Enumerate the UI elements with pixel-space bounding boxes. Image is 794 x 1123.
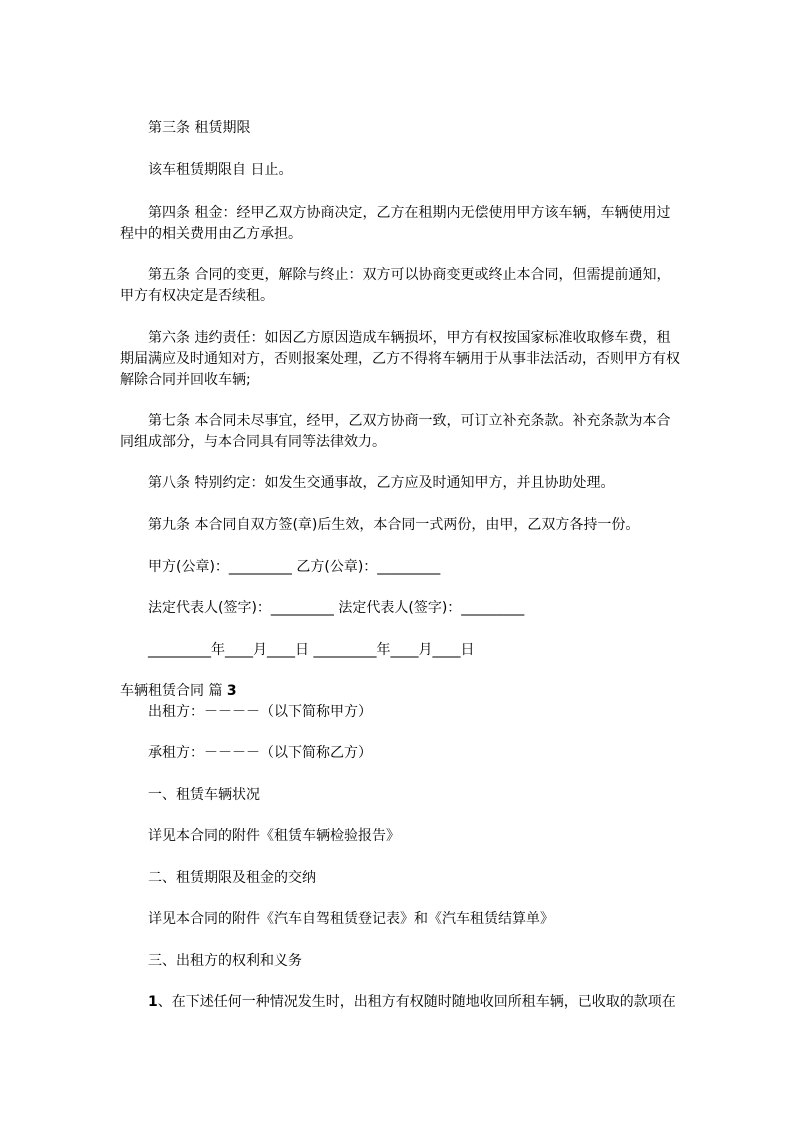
section-title — [120, 681, 237, 702]
section-title-text: 车辆租赁合同 篇 — [120, 683, 223, 699]
article-7-line-2: 同组成部分，与本合同具有同等法律效力。 — [120, 434, 386, 450]
lessor-line: 出租方：－－－－（以下简称甲方） — [148, 704, 372, 720]
item-1-text: 、在下述任何一种情况发生时，出租方有权随时随地收回所租车辆，已收取的款项在 — [157, 994, 676, 1010]
signature-seal-line: 甲方(公章)：_________ 乙方(公章)：_________ — [148, 559, 441, 575]
article-5-line-2: 甲方有权决定是否续租。 — [120, 288, 274, 304]
article-7-line-1: 第七条 本合同未尽事宜，经甲，乙双方协商一致，可订立补充条款。补充条款为本合 — [148, 413, 671, 429]
heading-1-text: 详见本合同的附件《租赁车辆检验报告》 — [148, 828, 400, 844]
article-5-line-1: 第五条 合同的变更，解除与终止：双方可以协商变更或终止本合同，但需提前通知， — [148, 267, 671, 283]
signature-representative-line: 法定代表人(签字)：_________ 法定代表人(签字)：_________ — [148, 600, 525, 616]
article-6-line-2: 期届满应及时通知对方，否则报案处理，乙方不得将车辆用于从事非法活动，否则甲方有权 — [120, 351, 680, 367]
article-6-line-1: 第六条 违约责任：如因乙方原因造成车辆损坏，甲方有权按国家标准收取修车费，租 — [148, 330, 671, 346]
lessee-line: 承租方：－－－－（以下简称乙方） — [148, 745, 372, 761]
article-4-line-2: 程中的相关费用由乙方承担。 — [120, 226, 302, 242]
heading-2: 二、租赁期限及租金的交纳 — [148, 870, 316, 886]
heading-3: 三、出租方的权利和义务 — [148, 953, 302, 969]
article-3-title: 第三条 租赁期限 — [148, 120, 251, 136]
signature-date-line: _________年____月____日 _________年____月____日 — [148, 642, 475, 658]
article-6-line-3: 解除合同并回收车辆; — [120, 372, 251, 388]
article-4-line-1: 第四条 租金：经甲乙双方协商决定，乙方在租期内无偿使用甲方该车辆，车辆使用过 — [148, 205, 671, 221]
item-1-line — [148, 992, 676, 1013]
section-title-number: 3 — [226, 683, 237, 699]
article-9: 第九条 本合同自双方签(章)后生效，本合同一式两份，由甲，乙双方各持一份。 — [148, 517, 640, 533]
heading-2-text: 详见本合同的附件《汽车自驾租赁登记表》和《汽车租赁结算单》 — [148, 911, 554, 927]
article-3-text: 该车租赁期限自 日止。 — [148, 162, 293, 178]
heading-1: 一、租赁车辆状况 — [148, 787, 260, 803]
item-1-number: 1 — [148, 994, 158, 1010]
article-8: 第八条 特别约定：如发生交通事故，乙方应及时通知甲方，并且协助处理。 — [148, 475, 615, 491]
